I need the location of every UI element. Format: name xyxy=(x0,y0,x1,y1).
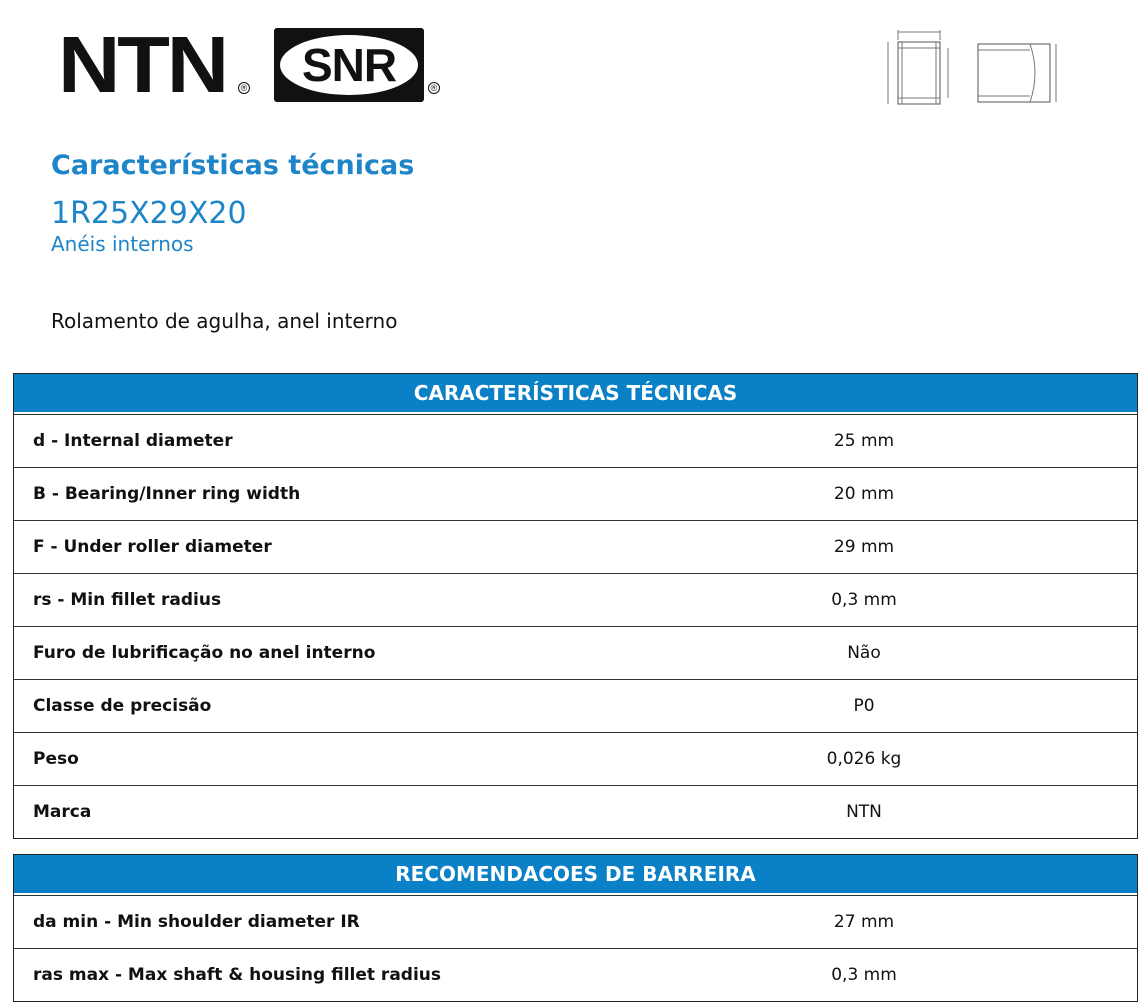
row-label: Furo de lubrificação no anel interno xyxy=(33,643,376,663)
row-label: d - Internal diameter xyxy=(33,431,233,451)
row-label: Classe de precisão xyxy=(33,696,212,716)
table-row xyxy=(14,732,1137,785)
page-title: Características técnicas xyxy=(51,150,415,181)
bearing-drawing-icon xyxy=(880,20,1060,110)
registered-mark: ® xyxy=(238,82,250,94)
table-row xyxy=(14,948,1137,1001)
row-value: P0 xyxy=(853,696,875,716)
row-value: NTN xyxy=(846,802,882,822)
row-value: 0,026 kg xyxy=(826,749,902,769)
row-label: F - Under roller diameter xyxy=(33,537,272,557)
barrier-table-header: RECOMENDACOES DE BARREIRA xyxy=(14,855,1137,895)
row-value: 29 mm xyxy=(833,537,895,557)
row-label: Marca xyxy=(33,802,92,822)
product-category: Anéis internos xyxy=(51,232,194,256)
technical-table-header: CARACTERÍSTICAS TÉCNICAS xyxy=(14,374,1137,414)
row-label: ras max - Max shaft & housing fillet radius xyxy=(33,965,442,985)
table-row xyxy=(14,626,1137,679)
ntn-logo: NTN xyxy=(58,20,226,109)
row-label: rs - Min fillet radius xyxy=(33,590,222,610)
row-label: da min - Min shoulder diameter IR xyxy=(33,912,360,932)
row-value: 20 mm xyxy=(833,484,895,504)
row-label: Peso xyxy=(33,749,79,769)
table-row xyxy=(14,520,1137,573)
row-value: Não xyxy=(847,643,881,663)
technical-characteristics-table xyxy=(13,373,1138,839)
row-value: 27 mm xyxy=(833,912,895,932)
table-row xyxy=(14,895,1137,948)
row-value: 0,3 mm xyxy=(831,590,897,610)
table-row xyxy=(14,573,1137,626)
row-value: 25 mm xyxy=(833,431,895,451)
row-label: B - Bearing/Inner ring width xyxy=(33,484,301,504)
snr-logo xyxy=(274,28,424,102)
row-value: 0,3 mm xyxy=(831,965,897,985)
registered-mark: ® xyxy=(428,82,440,94)
table-row xyxy=(14,414,1137,467)
snr-logo-text: SNR xyxy=(301,39,397,91)
product-description: Rolamento de agulha, anel interno xyxy=(51,309,398,333)
table-row xyxy=(14,679,1137,732)
product-code: 1R25X29X20 xyxy=(51,196,247,231)
table-row xyxy=(14,785,1137,838)
table-row xyxy=(14,467,1137,520)
barrier-recommendations-table xyxy=(13,854,1138,1002)
